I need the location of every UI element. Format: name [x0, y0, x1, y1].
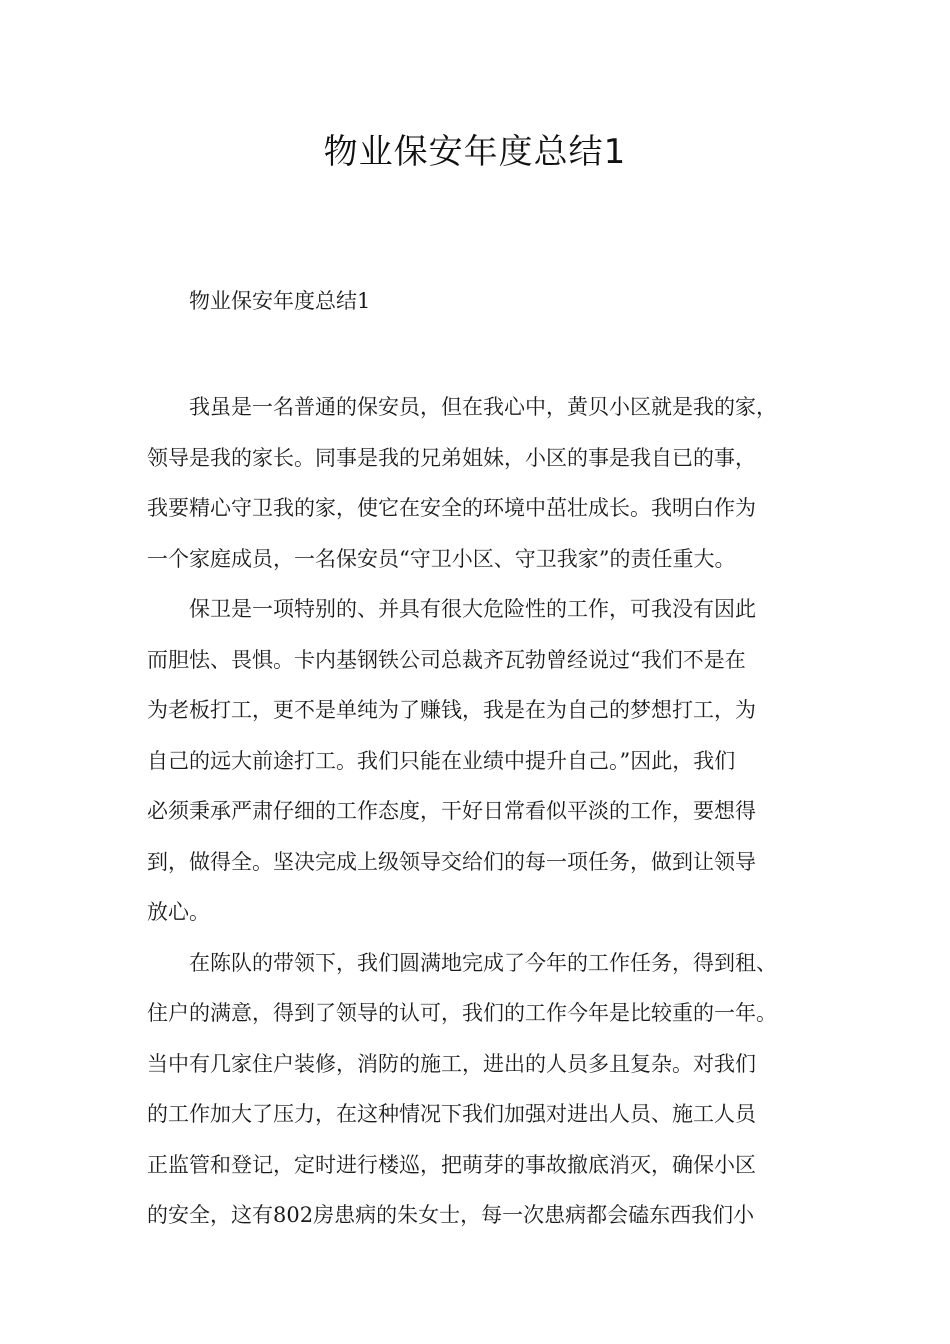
document-body — [147, 382, 807, 1241]
paragraph-1 — [147, 382, 807, 584]
paragraph-3 — [147, 938, 807, 1241]
paragraph-line: 为老板打工，更不是单纯为了赚钱，我是在为自己的梦想打工，为 — [147, 698, 756, 722]
paragraph-line: 的安全，这有802房患病的朱女士，每一次患病都会磕东西我们小 — [147, 1203, 755, 1227]
document-subtitle: 物业保安年度总结1 — [189, 289, 371, 313]
paragraph-line: 到，做得全。坚决完成上级领导交给们的每一项任务，做到让领导 — [147, 849, 756, 874]
document-title: 物业保安年度总结1 — [323, 132, 627, 172]
paragraph-line: 保卫是一项特别的、并具有很大危险性的工作，可我没有因此 — [189, 597, 756, 621]
paragraph-line: 当中有几家住户装修，消防的施工，进出的人员多且复杂。对我们 — [147, 1051, 756, 1076]
paragraph-line: 正监管和登记，定时进行楼巡，把萌芽的事故撤底消灭，确保小区 — [147, 1152, 756, 1177]
paragraph-line: 领导是我的家长。同事是我的兄弟姐妹，小区的事是我自已的事， — [147, 445, 756, 470]
paragraph-line: 自己的远大前途打工。我们只能在业绩中提升自己。”因此，我们 — [147, 748, 736, 773]
paragraph-line: 必须秉承严肃仔细的工作态度，干好日常看似平淡的工作，要想得 — [147, 799, 756, 823]
paragraph-line: 住户的满意，得到了领导的认可，我们的工作今年是比较重的一年。 — [147, 1001, 777, 1025]
paragraph-line: 一个家庭成员，一名保安员“守卫小区、守卫我家”的责任重大。 — [147, 546, 736, 571]
paragraph-line: 放心。 — [147, 900, 210, 924]
paragraph-2 — [147, 584, 807, 938]
paragraph-line: 而胆怯、畏惧。卡内基钢铁公司总裁齐瓦勃曾经说过“我们不是在 — [147, 647, 746, 672]
paragraph-line: 的工作加大了压力，在这种情况下我们加强对进出人员、施工人员 — [147, 1102, 756, 1126]
paragraph-line: 我要精心守卫我的家，使它在安全的环境中茁壮成长。我明白作为 — [147, 496, 756, 520]
paragraph-line: 在陈队的带领下，我们圆满地完成了今年的工作任务，得到租、 — [189, 950, 777, 975]
paragraph-line: 我虽是一名普通的保安员，但在我心中，黄贝小区就是我的家， — [189, 395, 777, 419]
